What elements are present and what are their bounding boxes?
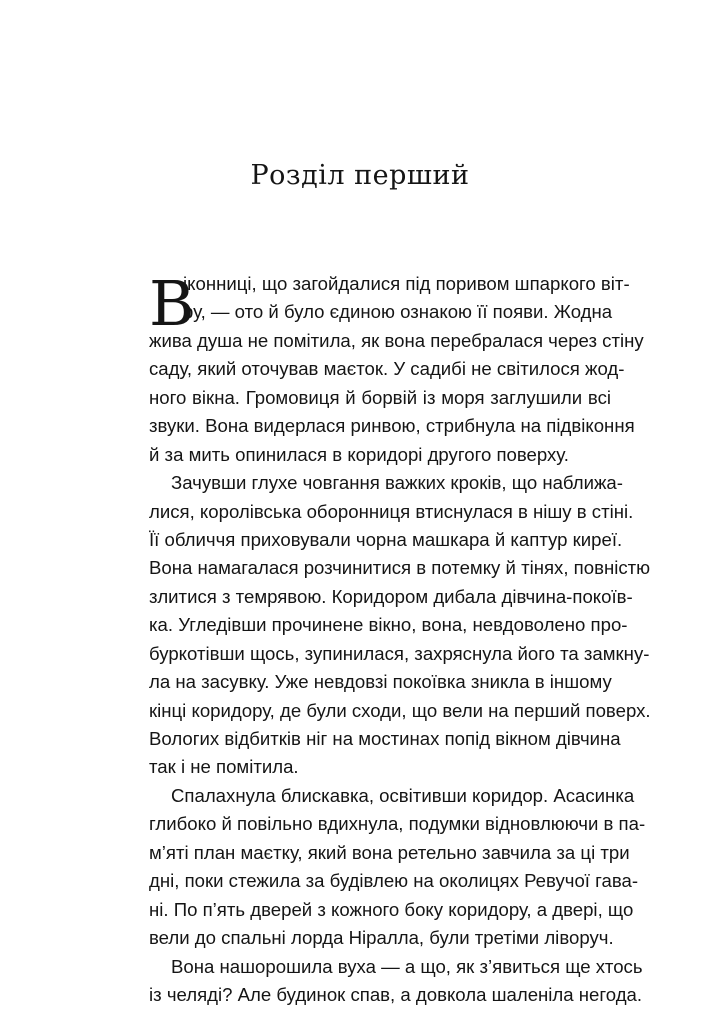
text-line: ка. Угледівши прочинене вікно, вона, невдоволено про- bbox=[149, 614, 628, 636]
text-line: дні, поки стежила за будівлею на околицях Ревучої гава- bbox=[149, 870, 639, 892]
chapter-title: Розділ перший bbox=[250, 160, 470, 191]
text-line: Спалахнула блискавка, освітивши коридор. Асасинка bbox=[171, 784, 635, 806]
text-line: звуки. Вона видерлася ринвою, стрибнула на підвіконня bbox=[149, 415, 635, 437]
text-line: вели до спальні лорда Нiралла, були третіми ліворуч. bbox=[149, 927, 614, 949]
text-line: із челяді? Але будинок спав, а довкола шаленіла негода. bbox=[149, 983, 643, 1005]
text-line: м’яті план маєтку, який вона ретельно завчила за ці три bbox=[149, 841, 630, 863]
body-text bbox=[149, 267, 651, 1009]
text-line: жива душа не помітила, як вона перебралася через стіну bbox=[149, 329, 644, 351]
text-line: так і не помітила. bbox=[149, 756, 299, 778]
text-line: Вона намагалася розчинитися в потемку й тінях, повністю bbox=[149, 557, 651, 579]
text-line: злитися з темрявою. Коридором дибала дівчина-покоїв- bbox=[149, 585, 633, 607]
text-line: саду, який оточував маєток. У садибі не світилося жод- bbox=[149, 358, 625, 380]
text-line: Її обличчя приховували чорна машкара й каптур киреї. bbox=[149, 528, 623, 550]
drop-cap: В bbox=[149, 267, 195, 340]
text-line: й за мить опинилася в коридорі другого поверху. bbox=[149, 443, 569, 465]
text-line: кінці коридору, де були сходи, що вели на перший поверх. bbox=[149, 699, 651, 721]
text-line: ні. По п’ять дверей з кожного боку коридору, а двері, що bbox=[149, 898, 634, 920]
text-line: буркотівши щось, зупинилася, захряснула його та замкну- bbox=[149, 642, 650, 664]
text-line: Зачувши глухе човгання важких кроків, що наближа- bbox=[171, 472, 623, 494]
text-line: Вона нашорошила вуха — а що, як з’явиться ще хтось bbox=[171, 955, 643, 977]
text-line: лися, королівська оборонниця втиснулася в нішу в стіні. bbox=[149, 500, 634, 522]
text-line: ного вікна. Громовиця й борвій із моря заглушили всі bbox=[149, 386, 611, 408]
text-line: ру, — ото й було єдиною ознакою її появи. Жодна bbox=[183, 301, 613, 323]
text-line: Вологих відбитків ніг на мостинах попід вікном дівчина bbox=[149, 728, 621, 749]
text-line: іконниці, що загойдалися під поривом шпаркого віт- bbox=[183, 273, 630, 294]
text-line: ла на засувку. Уже невдовзі покоївка зникла в іншому bbox=[149, 671, 612, 693]
text-line: глибоко й повільно вдихнула, подумки відновлюючи в па- bbox=[149, 813, 646, 835]
